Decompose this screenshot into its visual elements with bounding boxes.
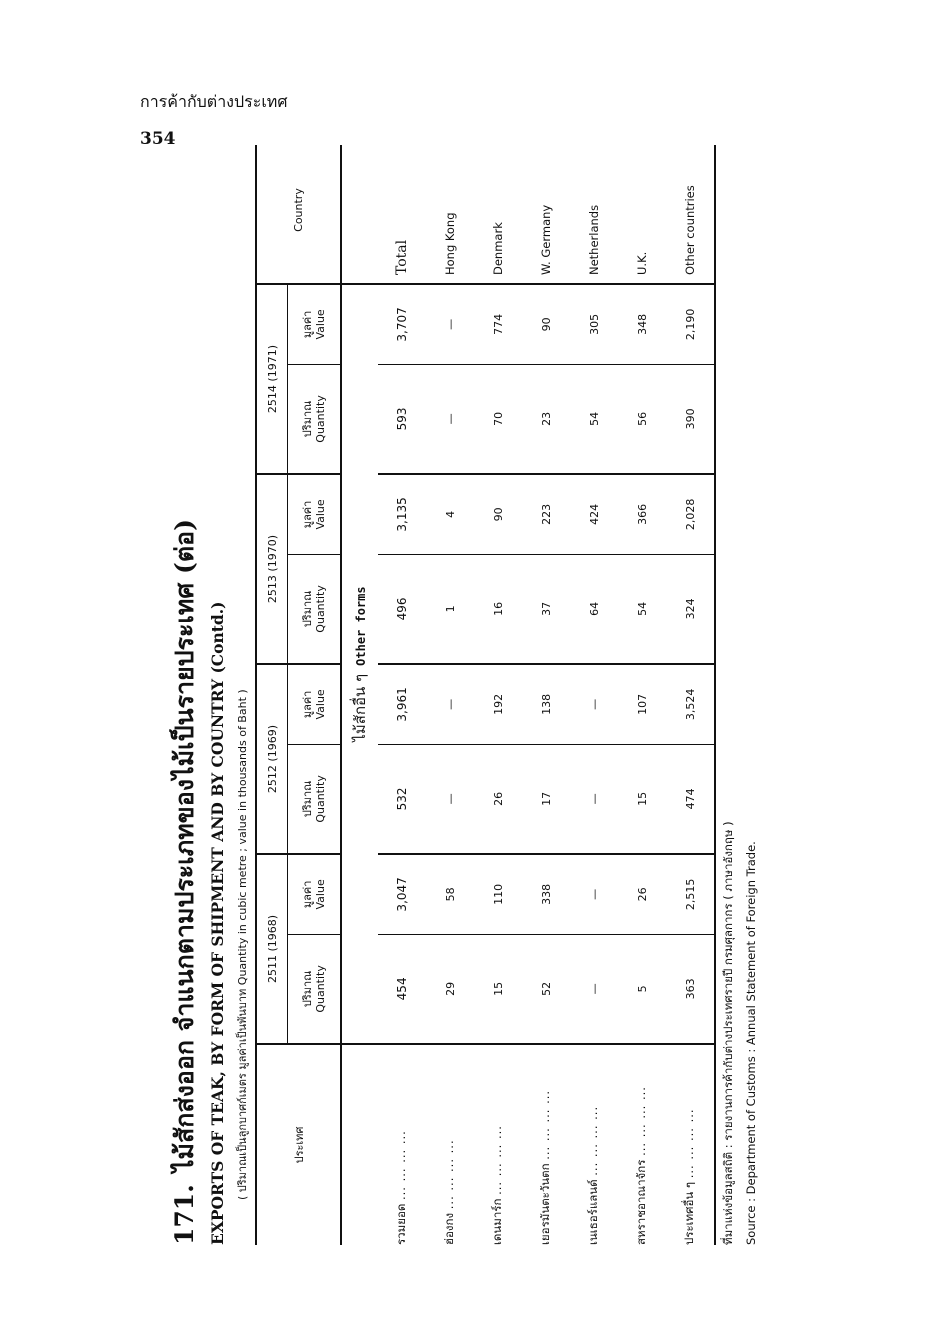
value-label-thai: มูลค่า bbox=[301, 500, 314, 529]
quantity-label-english: Quantity bbox=[314, 775, 327, 823]
table-cell: 2,028 bbox=[666, 474, 715, 554]
row-label-thai-text: เดนมาร์ก bbox=[490, 1198, 504, 1245]
table-cell: 29 bbox=[443, 981, 457, 996]
table-cell: 107 bbox=[618, 664, 666, 744]
quantity-header bbox=[288, 744, 342, 854]
year-header: 2512 (1969) bbox=[256, 664, 288, 854]
country-header-thai bbox=[256, 1044, 341, 1245]
row-label-english: W. Germany bbox=[522, 145, 570, 284]
quantity-label-thai: ปริมาณ bbox=[301, 970, 314, 1008]
table-cell: 305 bbox=[570, 284, 618, 364]
table-cell: 3,524 bbox=[666, 664, 715, 744]
table-row bbox=[426, 145, 474, 1245]
section-heading-english: Other forms bbox=[354, 586, 368, 666]
value-header bbox=[288, 474, 342, 554]
table-cell: 192 bbox=[474, 664, 522, 744]
table-cell: 15 bbox=[618, 744, 666, 854]
row-label-thai bbox=[570, 1044, 618, 1245]
value-header bbox=[288, 284, 342, 364]
data-table bbox=[255, 145, 716, 1245]
table-cell: — bbox=[426, 744, 474, 854]
row-label-english: Other countries bbox=[666, 145, 715, 284]
row-label-thai-text: เยอรมันตะวันตก bbox=[538, 1163, 552, 1245]
row-label-thai-text: รวมยอด bbox=[394, 1203, 408, 1245]
quantity-label-thai: ปริมาณ bbox=[301, 590, 314, 628]
table-cell: 593 bbox=[378, 364, 426, 474]
row-label-thai-text: ประเทศอื่น ๆ bbox=[682, 1181, 696, 1245]
table-cell: 324 bbox=[666, 554, 715, 664]
row-label-thai-text: เนเธอร์แลนด์ bbox=[586, 1179, 600, 1245]
value-label-thai: มูลค่า bbox=[301, 880, 314, 909]
table-cell: — bbox=[570, 744, 618, 854]
table-row bbox=[618, 145, 666, 1245]
quantity-label-thai: ปริมาณ bbox=[301, 400, 314, 438]
year-header: 2513 (1970) bbox=[256, 474, 288, 664]
table-cell: 16 bbox=[474, 554, 522, 664]
leader-dots: ... ... ... ... bbox=[586, 1105, 600, 1176]
table-cell: 454 bbox=[395, 977, 409, 1001]
value-label-thai: มูลค่า bbox=[301, 310, 314, 339]
table-cell: 474 bbox=[666, 744, 715, 854]
table-cell: 366 bbox=[618, 474, 666, 554]
quantity-label-english: Quantity bbox=[314, 585, 327, 633]
title-block bbox=[165, 145, 251, 1245]
row-label-english: Netherlands bbox=[570, 145, 618, 284]
title-thai-text: ไม้สักส่งออก จำแนกตามประเภทของไม้เป็นรายประเทศ (ต่อ) bbox=[170, 519, 199, 1173]
country-header-english bbox=[256, 145, 341, 284]
table-cell: — bbox=[426, 284, 474, 364]
page-header bbox=[140, 90, 288, 149]
table-cell: 70 bbox=[474, 364, 522, 474]
table-cell: 2,515 bbox=[666, 854, 715, 934]
value-header bbox=[288, 664, 342, 744]
row-label-thai bbox=[474, 1044, 522, 1245]
table-row bbox=[666, 145, 715, 1245]
table-cell: 424 bbox=[570, 474, 618, 554]
table-cell: 26 bbox=[474, 744, 522, 854]
table-cell: — bbox=[426, 364, 474, 474]
row-label-thai bbox=[426, 1044, 474, 1245]
table-cell: 138 bbox=[522, 664, 570, 744]
table-cell: 58 bbox=[426, 854, 474, 934]
quantity-header bbox=[288, 934, 342, 1044]
leader-dots: ... ... ... ... bbox=[634, 1086, 648, 1156]
year-header: 2511 (1968) bbox=[256, 854, 288, 1044]
table-cell: 1 bbox=[426, 554, 474, 664]
table-cell: 223 bbox=[522, 474, 570, 554]
leader-dots: ... ... ... ... bbox=[682, 1108, 696, 1179]
table-cell: 56 bbox=[618, 364, 666, 474]
table-cell: 4 bbox=[426, 474, 474, 554]
value-label-english: Value bbox=[314, 879, 327, 910]
value-label-english: Value bbox=[314, 499, 327, 530]
leader-dots: ... ... ... ... bbox=[442, 1139, 456, 1210]
row-label-english: U.K. bbox=[618, 145, 666, 284]
table-cell: 496 bbox=[378, 554, 426, 664]
quantity-header bbox=[288, 364, 342, 474]
table-row bbox=[378, 145, 426, 1245]
table-cell: 774 bbox=[474, 284, 522, 364]
country-header-thai-text: ประเทศ bbox=[292, 1126, 306, 1164]
page-number: 354 bbox=[140, 129, 176, 149]
table-cell: — bbox=[587, 983, 601, 995]
table-cell: 17 bbox=[522, 744, 570, 854]
section-heading-thai: ไม้สักอื่น ๆ bbox=[351, 673, 369, 742]
row-label-english: Denmark bbox=[474, 145, 522, 284]
running-head: การค้ากับต่างประเทศ bbox=[140, 92, 288, 111]
table-cell: 23 bbox=[522, 364, 570, 474]
table-cell: 26 bbox=[618, 854, 666, 934]
table-cell: 2,190 bbox=[666, 284, 715, 364]
table-cell: 64 bbox=[570, 554, 618, 664]
rotated-table-block bbox=[165, 145, 765, 1245]
value-label-thai: มูลค่า bbox=[301, 690, 314, 719]
row-label-thai-text: สหราชอาณาจักร bbox=[634, 1159, 648, 1245]
row-label-thai-text: ฮ่องกง bbox=[442, 1212, 456, 1245]
table-number: 171. bbox=[170, 1184, 199, 1245]
footnote bbox=[720, 821, 764, 1245]
leader-dots: ... ... ... ... bbox=[538, 1089, 552, 1160]
table-cell: 363 bbox=[683, 978, 697, 1000]
table-cell: 90 bbox=[522, 284, 570, 364]
leader-dots: ... ... ... ... bbox=[394, 1130, 408, 1201]
row-label-thai bbox=[618, 1044, 666, 1245]
table-cell: 532 bbox=[378, 744, 426, 854]
table-cell: — bbox=[426, 664, 474, 744]
unit-note: ( ปริมาณเป็นลูกบาศก์เมตร มูลค่าเป็นพันบาท Quantity in cubic metre ; value in thousands of Baht ) bbox=[236, 689, 249, 1200]
row-label-english: Hong Kong bbox=[426, 145, 474, 284]
value-header bbox=[288, 854, 342, 934]
quantity-label-english: Quantity bbox=[314, 395, 327, 443]
table-cell: 54 bbox=[618, 554, 666, 664]
table-cell: 3,047 bbox=[378, 854, 426, 934]
table-cell: 90 bbox=[474, 474, 522, 554]
quantity-label-thai: ปริมาณ bbox=[301, 780, 314, 818]
table-cell: 390 bbox=[666, 364, 715, 474]
table-row bbox=[522, 145, 570, 1245]
table-cell: — bbox=[570, 854, 618, 934]
table-cell: 338 bbox=[522, 854, 570, 934]
title-thai bbox=[165, 145, 205, 1245]
table-row bbox=[474, 145, 522, 1245]
leader-dots: ... ... ... ... bbox=[490, 1125, 504, 1195]
section-heading bbox=[341, 284, 378, 1044]
quantity-header bbox=[288, 554, 342, 664]
title-english: EXPORTS OF TEAK, BY FORM OF SHIPMENT AND BY COUNTRY (Contd.) bbox=[208, 601, 227, 1245]
table-cell: 37 bbox=[522, 554, 570, 664]
row-label-english: Total bbox=[378, 145, 426, 284]
quantity-label-english: Quantity bbox=[314, 965, 327, 1013]
row-label-thai bbox=[522, 1044, 570, 1245]
country-header-english-text: Country bbox=[292, 188, 305, 232]
source-english: Source : Department of Customs : Annual Statement of Foreign Trade. bbox=[744, 841, 758, 1245]
table-cell: 5 bbox=[635, 985, 649, 993]
row-label-thai bbox=[666, 1044, 715, 1245]
row-label-thai bbox=[378, 1044, 426, 1245]
source-thai: ที่มาแห่งข้อมูลสถิติ : รายงานการค้ากับต่างประเทศรายปี กรมศุลกากร ( ภาษาอังกฤษ ) bbox=[721, 821, 735, 1245]
section-row bbox=[341, 145, 378, 1245]
table-cell: 54 bbox=[570, 364, 618, 474]
data-table-area bbox=[255, 145, 716, 1245]
table-cell: 3,135 bbox=[378, 474, 426, 554]
table-cell: 15 bbox=[491, 981, 505, 996]
table-cell: — bbox=[570, 664, 618, 744]
table-cell: 52 bbox=[539, 981, 553, 996]
table-row bbox=[570, 145, 618, 1245]
table-cell: 110 bbox=[474, 854, 522, 934]
table-cell: 348 bbox=[618, 284, 666, 364]
table-cell: 3,961 bbox=[378, 664, 426, 744]
table-cell: 3,707 bbox=[378, 284, 426, 364]
value-label-english: Value bbox=[314, 689, 327, 720]
value-label-english: Value bbox=[314, 309, 327, 340]
year-header: 2514 (1971) bbox=[256, 284, 288, 474]
